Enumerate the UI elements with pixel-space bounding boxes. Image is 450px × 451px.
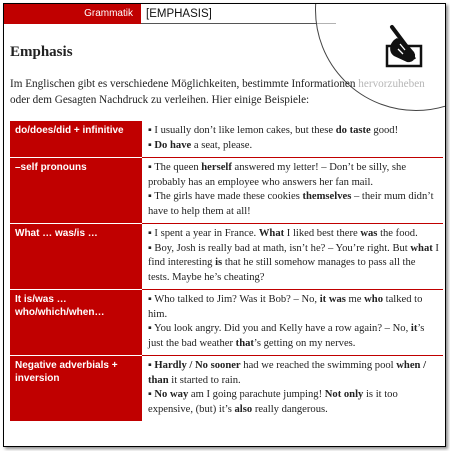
table-row bbox=[10, 224, 443, 290]
category-label: Grammatik bbox=[4, 4, 141, 24]
sentence-text: ’s just the bad weather bbox=[148, 323, 425, 349]
sentence-text: ▪ Who talked to Jim? Was it Bob? – No, bbox=[148, 294, 320, 305]
sentence-text: ▪ bbox=[148, 360, 155, 371]
sentence-text: is it too expensive, (but) it’s bbox=[148, 389, 398, 415]
sentence-text: that he still somehow manages to pass all the tests. Maybe he’s cheating? bbox=[148, 257, 416, 283]
hand-writing-icon bbox=[379, 22, 429, 72]
example-sentence bbox=[148, 124, 439, 139]
table-row bbox=[10, 290, 443, 356]
sentence-text: I find interesting bbox=[148, 242, 439, 268]
emphasis-word: it was bbox=[319, 294, 346, 305]
example-sentence bbox=[148, 139, 439, 154]
emphasis-word: Hardly / No sooner bbox=[154, 360, 241, 371]
sentence-text: the food. bbox=[377, 228, 418, 239]
intro-faded-text: hervorzuheben bbox=[358, 78, 425, 90]
worksheet bbox=[3, 3, 446, 447]
emphasis-word: Not only bbox=[324, 389, 364, 400]
emphasis-word: also bbox=[234, 403, 253, 415]
intro-text-2: oder dem Gesagten Nachdruck zu verleihen. Hier einige Beispiele: bbox=[10, 93, 310, 106]
sentence-text: ▪ bbox=[148, 389, 155, 400]
emphasis-word: No way bbox=[154, 389, 189, 400]
example-sentence bbox=[148, 293, 439, 322]
example-sentence bbox=[148, 242, 439, 286]
sentence-text: ▪ The girls have made these cookies bbox=[148, 191, 303, 202]
sentence-text: it started to rain. bbox=[168, 374, 241, 386]
sentence-text: ▪ You look angry. Did you and Kelly have a row again? – No, bbox=[148, 323, 411, 334]
sentence-text: ▪ I usually don’t like lemon cakes, but these bbox=[148, 125, 336, 136]
example-cell bbox=[142, 121, 443, 158]
example-sentence bbox=[148, 161, 439, 190]
example-sentence bbox=[148, 322, 439, 351]
emphasis-word: when / than bbox=[148, 360, 427, 386]
sentence-text: ▪ bbox=[148, 139, 155, 151]
example-cell bbox=[142, 158, 443, 224]
header-underline bbox=[141, 23, 336, 24]
intro-paragraph bbox=[10, 77, 445, 108]
example-cell bbox=[142, 290, 443, 356]
sentence-text: ’s getting on my nerves. bbox=[253, 337, 356, 349]
example-sentence bbox=[148, 190, 439, 219]
sentence-text: good! bbox=[370, 125, 399, 136]
sentence-text: ▪ Boy, Josh is really bad at math, isn’t he? – You’re right. But bbox=[148, 242, 411, 254]
sentence-text: talked to him. bbox=[148, 294, 423, 320]
rule-label: do/does/did + infinitive bbox=[10, 121, 142, 158]
rule-label: Negative adverbials + inversion bbox=[10, 356, 142, 422]
example-sentence bbox=[148, 227, 439, 242]
sentence-text: – their mum didn’t have to help them at all! bbox=[148, 191, 434, 217]
emphasis-word: herself bbox=[201, 162, 232, 173]
topic-label: [EMPHASIS] bbox=[146, 8, 212, 20]
sentence-text: ▪ The queen bbox=[148, 162, 202, 173]
table-row bbox=[10, 158, 443, 224]
emphasis-word: themselves bbox=[302, 191, 352, 202]
emphasis-word: what bbox=[410, 242, 433, 254]
sentence-text: answered my letter! – Don’t be silly, she probably has an employee who answers her fan mail. bbox=[148, 162, 407, 188]
example-cell bbox=[142, 356, 443, 422]
sentence-text: really dangerous. bbox=[252, 403, 328, 415]
rule-label: It is/was … who/which/when… bbox=[10, 290, 142, 356]
emphasis-word: it bbox=[410, 323, 418, 334]
sentence-text: had we reached the swimming pool bbox=[240, 360, 397, 371]
intro-text: Im Englischen gibt es verschiedene Möglichkeiten, bestimmte Informationen bbox=[10, 78, 359, 90]
sentence-text: a seat, please. bbox=[191, 139, 253, 151]
table-row bbox=[10, 356, 443, 422]
emphasis-word: was bbox=[360, 228, 378, 239]
table-row bbox=[10, 121, 443, 158]
sentence-text: me bbox=[345, 294, 365, 305]
emphasis-word: who bbox=[364, 294, 383, 305]
sentence-text: am I going parachute jumping! bbox=[188, 389, 325, 400]
example-sentence bbox=[148, 359, 439, 388]
emphasis-word: that bbox=[235, 337, 254, 349]
example-cell bbox=[142, 224, 443, 290]
emphasis-word: do taste bbox=[335, 125, 371, 136]
sentence-text: ▪ I spent a year in France. bbox=[148, 228, 259, 239]
sentence-text: I liked best there bbox=[284, 228, 361, 239]
rule-label: What … was/is … bbox=[10, 224, 142, 290]
emphasis-word: Do have bbox=[154, 139, 192, 151]
examples-table bbox=[10, 121, 443, 422]
example-sentence bbox=[148, 388, 439, 417]
emphasis-word: is bbox=[215, 257, 223, 268]
rule-label: –self pronouns bbox=[10, 158, 142, 224]
emphasis-word: What bbox=[258, 228, 285, 239]
page-title: Emphasis bbox=[10, 44, 73, 60]
